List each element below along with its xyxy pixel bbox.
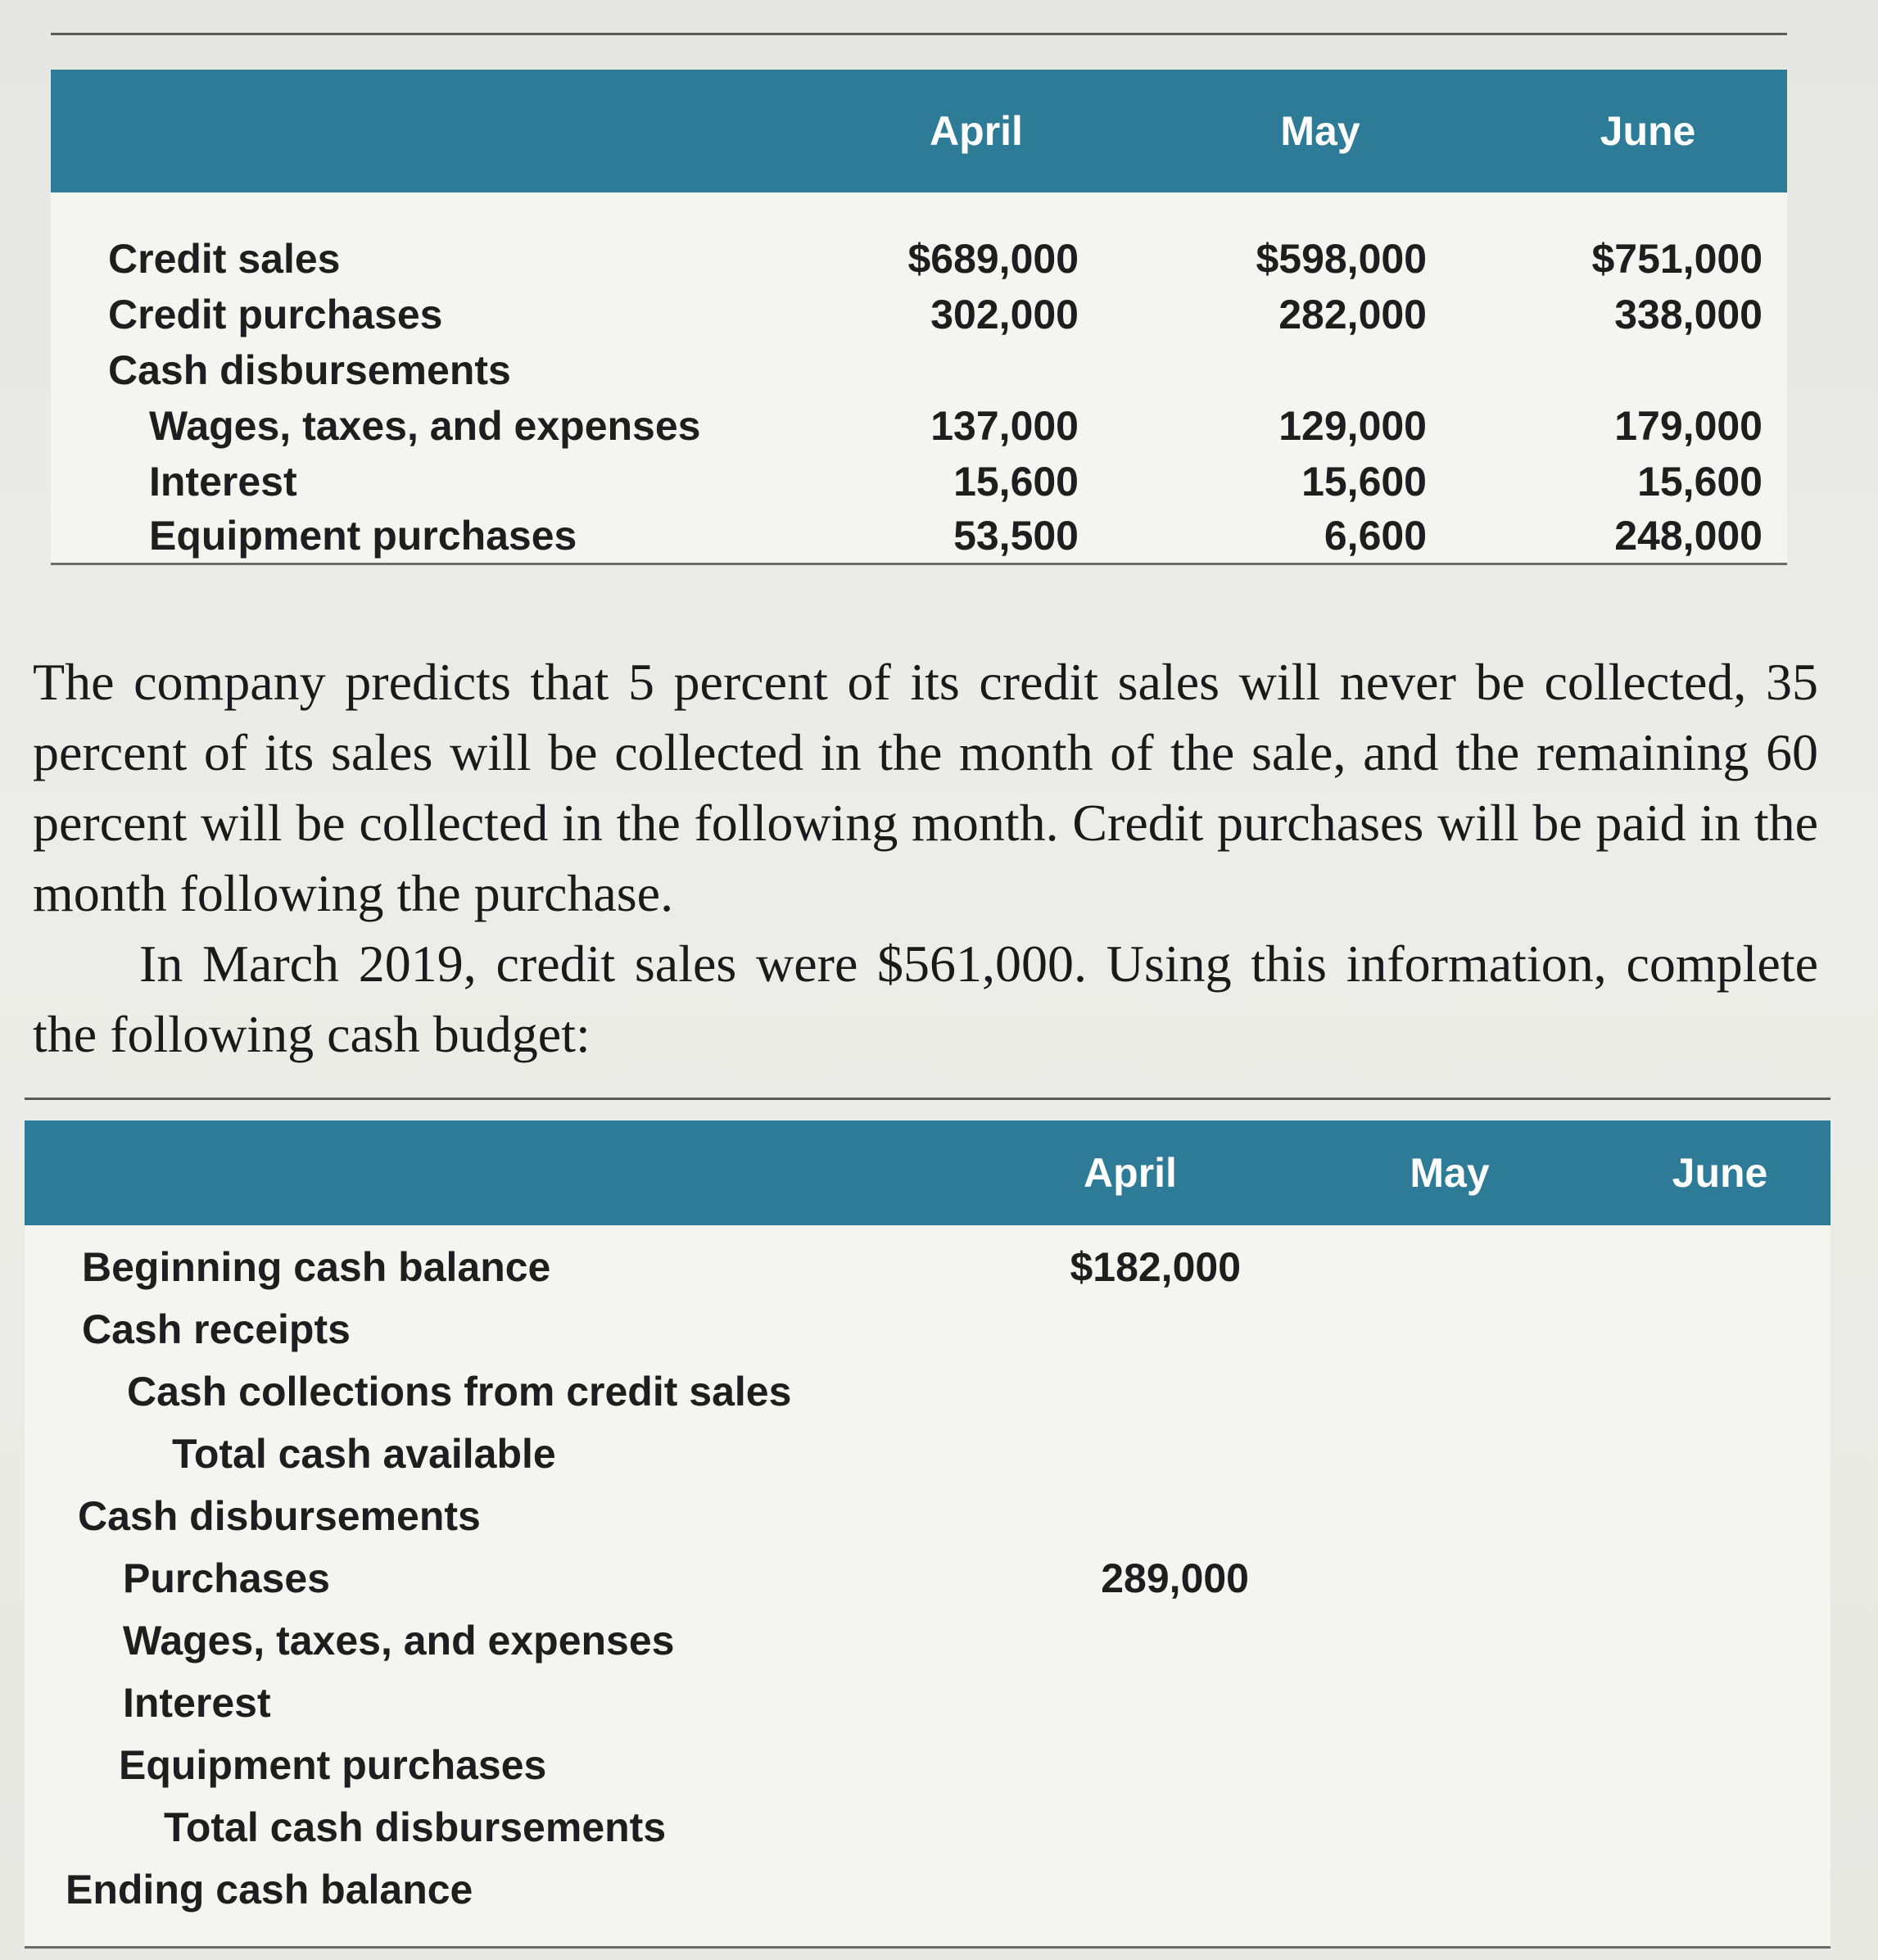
- table-row: [25, 1366, 1830, 1417]
- cell-june: $751,000: [1591, 236, 1763, 282]
- cell-april: $182,000: [1070, 1244, 1241, 1290]
- table-row: [25, 1242, 1830, 1292]
- row-label: Interest: [149, 459, 297, 505]
- cell-april: 302,000: [930, 292, 1079, 337]
- table-row: [51, 510, 1787, 561]
- problem-text: [33, 647, 1818, 1070]
- row-label: Cash collections from credit sales: [127, 1369, 792, 1415]
- table-row: [51, 233, 1787, 284]
- col-header-june: June: [1672, 1150, 1768, 1196]
- table-row: [51, 345, 1787, 396]
- row-label: Credit sales: [108, 236, 341, 282]
- col-header-may: May: [1410, 1150, 1490, 1196]
- cell-may: 15,600: [1301, 459, 1427, 505]
- cell-may: $598,000: [1256, 236, 1427, 282]
- row-label: Cash disbursements: [78, 1493, 481, 1539]
- col-header-may: May: [1280, 108, 1360, 154]
- forecast-table-header: [51, 70, 1787, 192]
- cell-april: 289,000: [1101, 1555, 1249, 1601]
- forecast-table: [51, 33, 1787, 565]
- col-header-april: April: [1084, 1150, 1177, 1196]
- table-row: [51, 401, 1787, 451]
- cash-budget-table: [25, 1098, 1830, 1953]
- cell-april: 137,000: [930, 403, 1079, 449]
- cell-april: $689,000: [907, 236, 1079, 282]
- row-label: Total cash available: [172, 1431, 556, 1477]
- row-label: Ending cash balance: [66, 1867, 473, 1912]
- row-label: Wages, taxes, and expenses: [123, 1618, 675, 1664]
- table-row: [25, 1677, 1830, 1728]
- row-label: Credit purchases: [108, 292, 443, 337]
- table-row: [25, 1553, 1830, 1604]
- table-row: [25, 1864, 1830, 1915]
- col-header-june: June: [1600, 108, 1696, 154]
- cell-may: 282,000: [1278, 292, 1427, 337]
- cell-may: 129,000: [1278, 403, 1427, 449]
- table-row: [25, 1740, 1830, 1790]
- cell-june: 179,000: [1614, 403, 1763, 449]
- row-label: Purchases: [123, 1555, 330, 1601]
- table-row: [25, 1304, 1830, 1355]
- row-label: Interest: [123, 1680, 271, 1726]
- table-row: [25, 1802, 1830, 1853]
- cash-budget-table-header: [25, 1120, 1830, 1225]
- top-rule: [25, 1098, 1830, 1100]
- cell-april: 15,600: [953, 459, 1079, 505]
- cell-may: 6,600: [1324, 513, 1427, 559]
- table-row: [25, 1491, 1830, 1541]
- paragraph-1: The company predicts that 5 percent of its credit sales will never be collected, 35 percent of its sales will be collected in the month of the sale, and the remaining 60 percent will be collected in the following month. Credit purchases will be paid in the month following the purchase.: [33, 653, 1818, 922]
- paragraph-2: In March 2019, credit sales were $561,000. Using this information, complete the following cash budget:: [33, 935, 1818, 1063]
- cash-budget-table-body: [25, 1225, 1830, 1949]
- row-label: Equipment purchases: [119, 1742, 547, 1788]
- forecast-table-body: [51, 192, 1787, 565]
- cell-april: 53,500: [953, 513, 1079, 559]
- table-row: [51, 456, 1787, 507]
- row-label: Wages, taxes, and expenses: [149, 403, 701, 449]
- row-label: Total cash disbursements: [164, 1804, 667, 1850]
- col-header-april: April: [930, 108, 1023, 154]
- top-rule: [51, 33, 1787, 35]
- cell-june: 15,600: [1637, 459, 1763, 505]
- table-row: [25, 1428, 1830, 1479]
- cell-june: 248,000: [1614, 513, 1763, 559]
- table-row: [25, 1615, 1830, 1666]
- row-label: Cash disbursements: [108, 347, 511, 393]
- row-label: Beginning cash balance: [82, 1244, 551, 1290]
- table-row: [51, 289, 1787, 340]
- row-label: Cash receipts: [82, 1306, 351, 1352]
- cell-june: 338,000: [1614, 292, 1763, 337]
- row-label: Equipment purchases: [149, 513, 577, 559]
